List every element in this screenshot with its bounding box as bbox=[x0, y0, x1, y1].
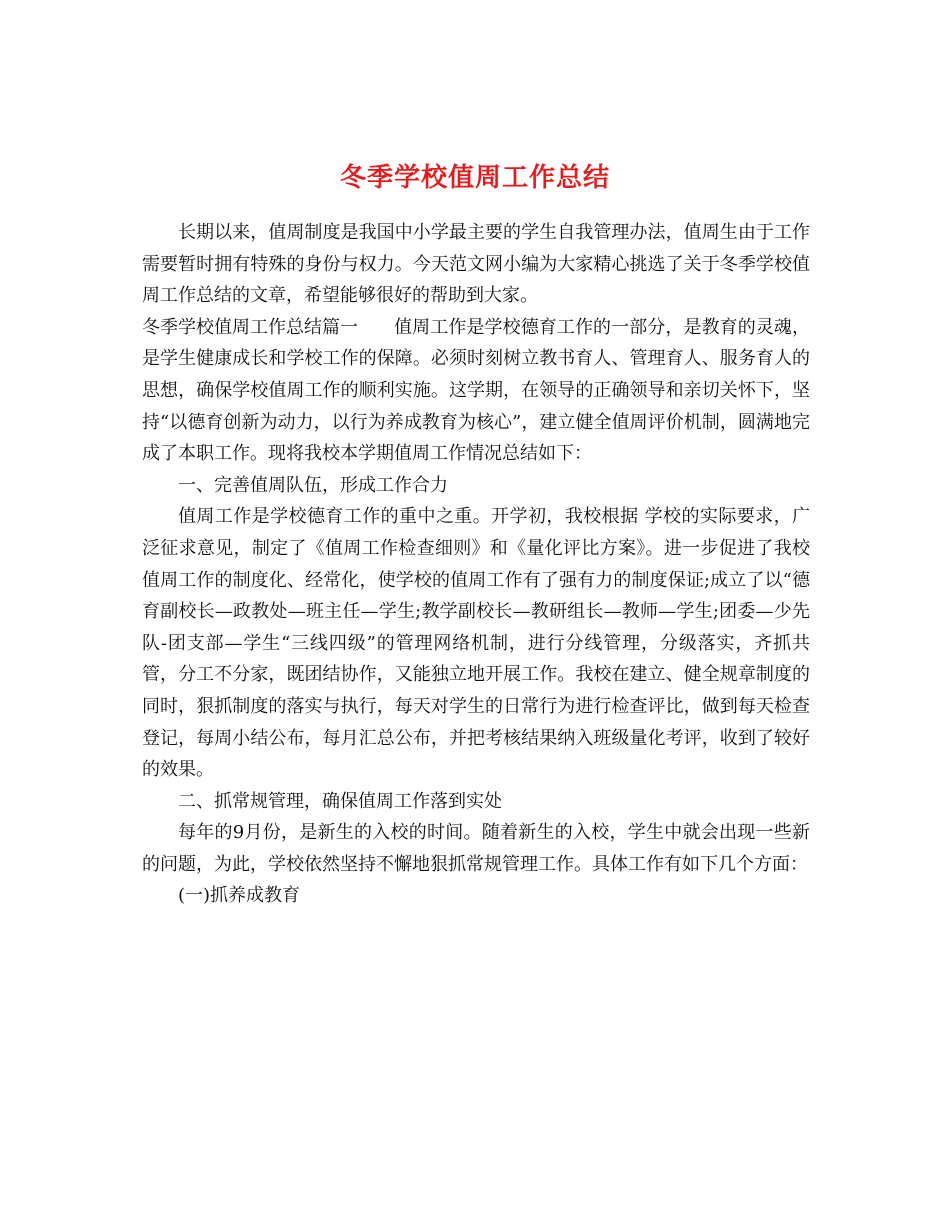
section-paragraph-2: 每年的9月份，是新生的入校的时间。随着新生的入校，学生中就会出现一些新的问题，为此，学校依然坚持不懈地狠抓常规管理工作。具体工作有如下几个方面： bbox=[142, 822, 810, 875]
section-heading-3: (一)抓养成教育 bbox=[178, 885, 301, 907]
document-title: 冬季学校值周工作总结 bbox=[339, 163, 610, 194]
section-heading-1: 一、完善值周队伍，形成工作合力 bbox=[178, 474, 448, 496]
part-paragraph bbox=[142, 312, 810, 470]
section-heading-2: 二、抓常规管理，确保值周工作落到实处 bbox=[178, 790, 502, 812]
part-text: 值周工作是学校德育工作的一部分，是教育的灵魂，是学生健康成长和学校工作的保障。必须时刻树立教书育人、管理育人、服务育人的思想，确保学校值周工作的顺利实施。这学期，在领导的正确领导和亲切关怀下，坚持“以德育创新为动力，以行为养成教育为核心”，建立健全值周评价机制，圆满地完成了本职工作。现将我校本学期值周工作情况总结如下： bbox=[142, 316, 810, 465]
document-body bbox=[142, 217, 810, 912]
part-heading: 冬季学校值周工作总结篇一 bbox=[142, 316, 358, 338]
intro-paragraph: 长期以来，值周制度是我国中小学最主要的学生自我管理办法，值周生由于工作需要暂时拥有特殊的身份与权力。今天范文网小编为大家精心挑选了关于冬季学校值周工作总结的文章，希望能够很好的帮助到大家。 bbox=[142, 222, 810, 307]
section-paragraph-1: 值周工作是学校德育工作的重中之重。开学初，我校根据 学校的实际要求，广泛征求意见，制定了《值周工作检查细则》和《量化评比方案》。进一步促进了我校值周工作的制度化、经常化，使学校的值周工作有了强有力的制度保证;成立了以“德育副校长—政教处—班主任—学生;教学副校长—教研组长—教师—学生;团委—少先队-团支部—学生“三线四级”的管理网络机制，进行分线管理，分级落实，齐抓共管，分工不分家，既团结协作，又能独立地开展工作。我校在建立、健全规章制度的同时，狠抓制度的落实与执行，每天对学生的日常行为进行检查评比，做到每天检查登记，每周小结公布，每月汇总公布，并把考核结果纳入班级量化考评，收到了较好的效果。 bbox=[142, 506, 810, 781]
